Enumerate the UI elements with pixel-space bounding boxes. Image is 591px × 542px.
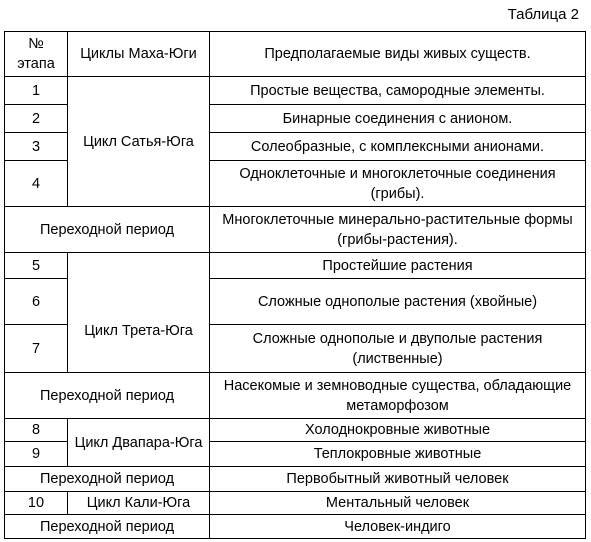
stage-number: 1 [5,77,68,105]
stage-number: 9 [5,442,68,467]
cycle-dvapara-yuga: Цикл Двапара-Юга [68,419,210,467]
cycle-kali-yuga: Цикл Кали-Юга [68,492,210,515]
species-description: Солеобразные, с комплексными анионами. [210,133,586,161]
header-cycles: Циклы Маха-Юги [68,32,210,77]
transition-period-label: Переходной период [5,467,210,492]
stage-number: 3 [5,133,68,161]
species-description: Сложные однополые и двуполые растения (лиственные) [210,325,586,373]
transition-row [5,373,586,419]
stage-number: 2 [5,105,68,133]
stage-number: 7 [5,325,68,373]
stage-number: 5 [5,253,68,279]
table-row [5,253,586,279]
table-caption: Таблица 2 [507,6,579,23]
table-row [5,419,586,442]
transition-period-label: Переходной период [5,207,210,253]
transition-period-label: Переходной период [5,515,210,539]
stage-number: 6 [5,279,68,325]
stage-number: 10 [5,492,68,515]
transition-row [5,207,586,253]
transition-row [5,467,586,492]
species-description: Бинарные соединения с анионом. [210,105,586,133]
table-header-row [5,32,586,77]
species-description: Ментальный человек [210,492,586,515]
header-species: Предполагаемые виды живых существ. [210,32,586,77]
transition-period-label: Переходной период [5,373,210,419]
stage-number: 8 [5,419,68,442]
species-description: Холоднокровные животные [210,419,586,442]
species-description: Первобытный животный человек [210,467,586,492]
species-description: Человек-индиго [210,515,586,539]
species-description: Простые вещества, самородные элементы. [210,77,586,105]
species-description: Теплокровные животные [210,442,586,467]
table-row [5,492,586,515]
species-description: Одноклеточные и многоклеточные соединения (грибы). [210,161,586,207]
species-description: Сложные однополые растения (хвойные) [210,279,586,325]
header-stage-number: № этапа [5,32,68,77]
species-description: Простейшие растения [210,253,586,279]
species-description: Многоклеточные минерально-растительные формы (грибы-растения). [210,207,586,253]
transition-row [5,515,586,539]
table-row [5,77,586,105]
cycle-satya-yuga: Цикл Сатья-Юга [68,77,210,207]
stage-number: 4 [5,161,68,207]
species-description: Насекомые и земноводные существа, обладающие метаморфозом [210,373,586,419]
cycle-treta-yuga: Цикл Трета-Юга [68,253,210,373]
stages-table [4,31,586,539]
